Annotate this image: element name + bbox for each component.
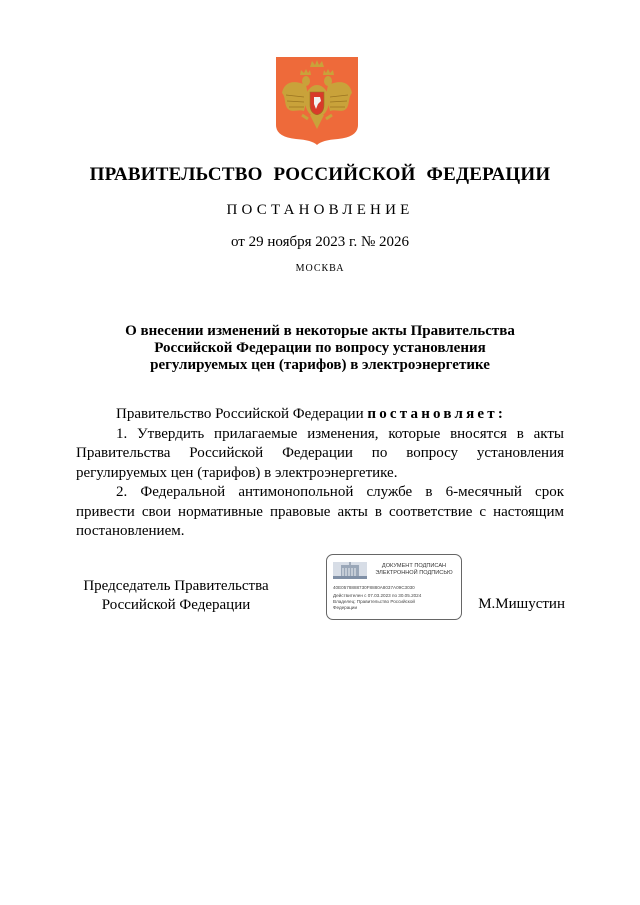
resolves-word: постановляет:	[367, 406, 507, 422]
coat-of-arms	[276, 57, 358, 145]
electronic-signature-stamp	[326, 554, 462, 620]
intro-paragraph	[76, 405, 564, 425]
signer-position-line: Российской Федерации	[101, 597, 251, 613]
coat-of-arms-icon	[276, 57, 358, 145]
government-title: ПРАВИТЕЛЬСТВО РОССИЙСКОЙ ФЕДЕРАЦИИ	[89, 164, 551, 185]
item-1: 1. Утвердить прилагаемые изменения, которые вносятся в акты Правительства Российской Федерации по вопросу установления регулируемых цен (тарифов) в электроэнергетике.	[76, 425, 564, 481]
subject-line: О внесении изменений в некоторые акты Правительства	[125, 323, 515, 339]
document-city: МОСКВА	[295, 263, 345, 274]
subject-line: регулируемых цен (тарифов) в электроэнергетике	[150, 357, 490, 373]
stamp-title	[369, 563, 459, 578]
document-subject	[76, 323, 564, 374]
stamp-title-line: ДОКУМЕНТ ПОДПИСАН	[381, 563, 447, 569]
signer-position	[76, 577, 276, 615]
item-2: 2. Федеральной антимонопольной службе в 6-месячный срок привести свои нормативные правовые акты в соответствие с настоящим постановлением.	[76, 484, 564, 539]
building-icon	[333, 562, 367, 579]
intro-text: Правительство Российской Федерации	[116, 406, 368, 422]
certificate-owner: Владелец: Правительство Российской	[333, 599, 415, 604]
certificate-validity: Действителен с 07.03.2023 по 30.05.2024	[333, 593, 422, 598]
document-date-number: от 29 ноября 2023 г. № 2026	[230, 234, 410, 250]
certificate-owner-cont: Федерации	[333, 605, 358, 610]
signer-position-line: Председатель Правительства	[83, 578, 269, 594]
document-type: ПОСТАНОВЛЕНИЕ	[226, 202, 414, 218]
signer-name: М.Мишустин	[478, 596, 565, 612]
stamp-title-line: ЭЛЕКТРОННОЙ ПОДПИСЬЮ	[375, 570, 453, 577]
certificate-serial: 40E0578888730F8880A8037A09C3030	[333, 585, 415, 590]
document-body	[76, 405, 564, 542]
subject-line: Российской Федерации по вопросу установления	[154, 340, 486, 356]
